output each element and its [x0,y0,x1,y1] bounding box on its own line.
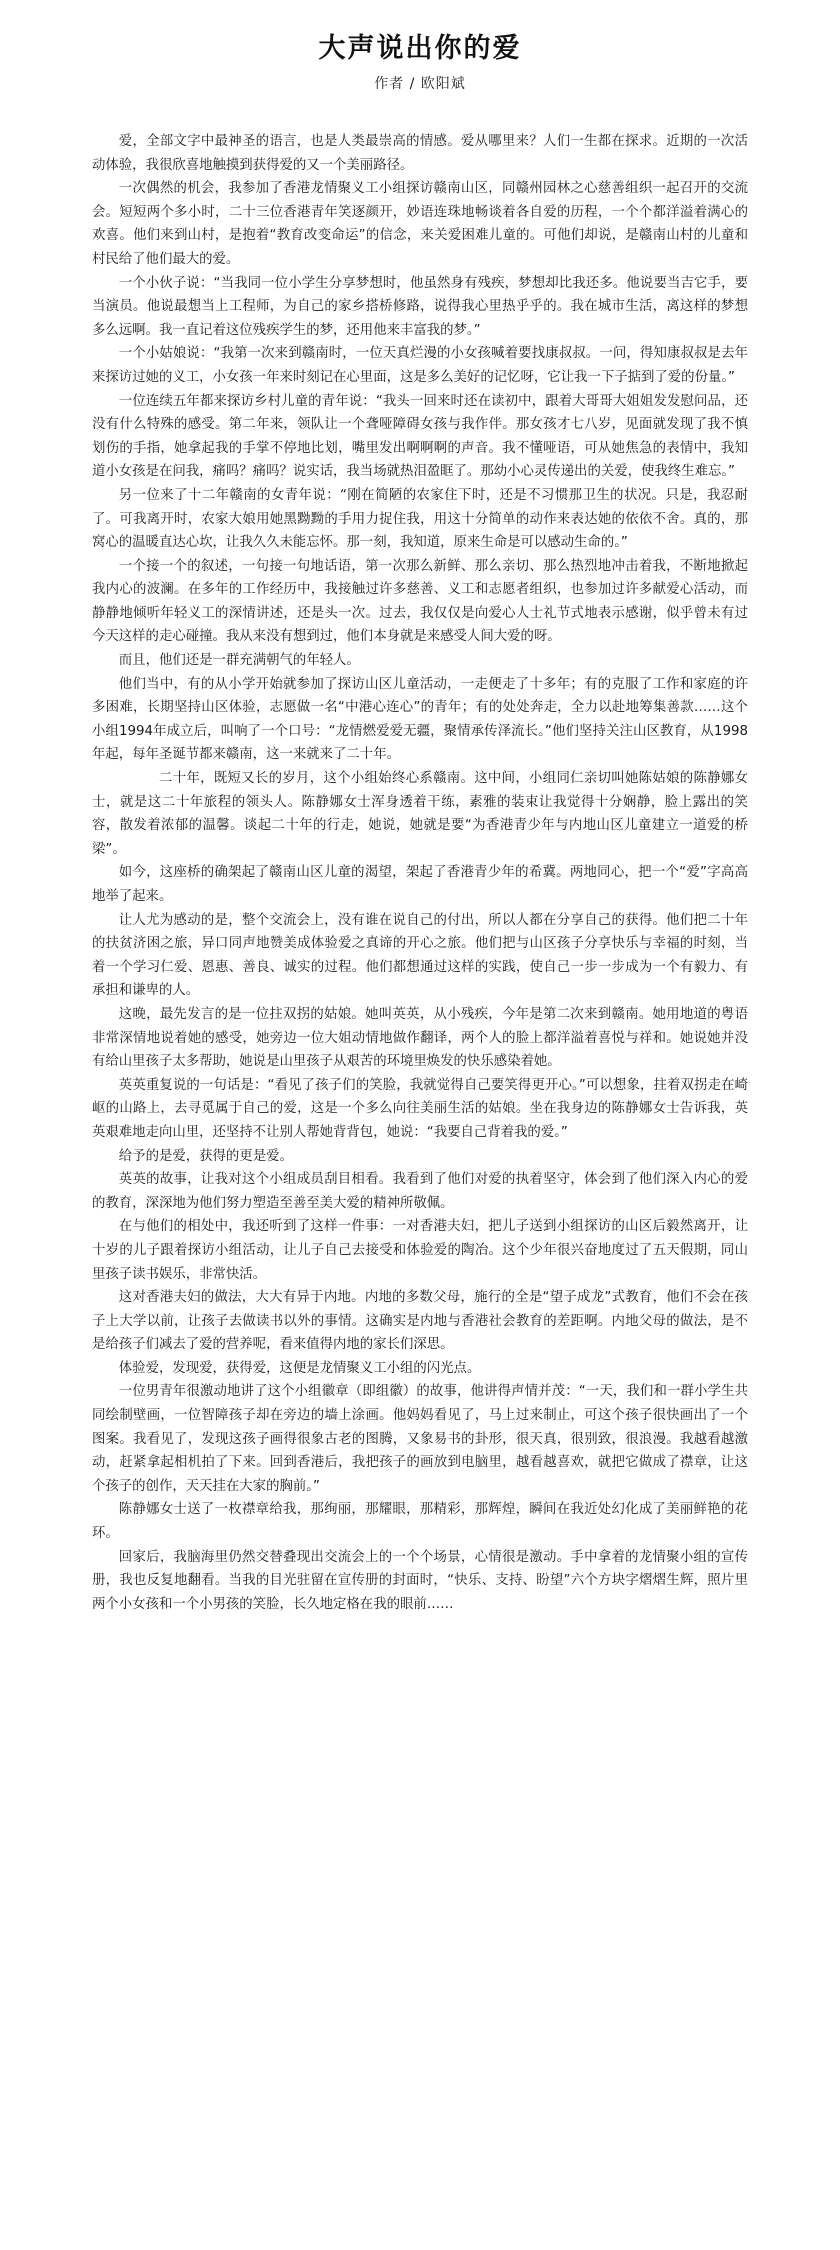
paragraph: 这对香港夫妇的做法，大大有异于内地。内地的多数父母，施行的全是“望子成龙”式教育，他们不会在孩子上大学以前，让孩子去做读书以外的事情。这确实是内地与香港社会教育的差距啊。内地父母的做法，是不是给孩子们减去了爱的营养呢，看来值得内地的家长们深思。 [92,1290,748,1353]
paragraph: 让人尤为感动的是，整个交流会上，没有谁在说自己的付出，所以人都在分享自己的获得。他们把二十年的扶贫济困之旅，异口同声地赞美成体验爱之真谛的开心之旅。他们把与山区孩子分享快乐与幸福的时刻，当着一个学习仁爱、恩惠、善良、诚实的过程。他们都想通过这样的实践，使自己一步一步成为一个有毅力、有承担和谦卑的人。 [92,912,748,999]
paragraph: 英英的故事，让我对这个小组成员刮目相看。我看到了他们对爱的执着坚守，体会到了他们深入内心的爱的教育，深深地为他们努力塑造至善至美大爱的精神所敬佩。 [92,1172,748,1211]
paragraph: 这晚，最先发言的是一位拄双拐的姑娘。她叫英英，从小残疾，今年是第二次来到赣南。她用地道的粤语非常深情地说着她的感受，她旁边一位大姐动情地做作翻译，两个人的脸上都洋溢着喜悦与祥和。她说她并没有给山里孩子太多帮助，她说是山里孩子从艰苦的环境里焕发的快乐感染着她。 [92,1006,748,1070]
paragraph: 一位连续五年都来探访乡村儿童的青年说：“我头一回来时还在读初中，跟着大哥哥大姐姐发发慰问品，还没有什么特殊的感受。第二年来，领队让一个聋哑障碍女孩与我作伴。那女孩才七八岁，见面就发现了我不慎划伤的手指，她拿起我的手掌不停地比划，嘴里发出啊啊啊的声音。我不懂哑语，可从她焦急的表情中，我知道小女孩是在问我，痛吗？痛吗？说实话，我当场就热泪盈眶了。那幼小心灵传递出的关爱，使我终生难忘。” [92,393,748,480]
paragraph: 如今，这座桥的确架起了赣南山区儿童的渴望，架起了香港青少年的希冀。两地同心，把一个“爱”字高高地举了起来。 [92,865,748,904]
paragraph: 陈静娜女士送了一枚襟章给我，那绚丽，那耀眼，那精彩，那辉煌，瞬间在我近处幻化成了美丽鲜艳的花环。 [92,1502,748,1542]
paragraph: 给予的是爱，获得的更是爱。 [118,1148,293,1164]
paragraph: 一个小姑娘说：“我第一次来到赣南时，一位天真烂漫的小女孩喊着要找康叔叔。一问，得知康叔叔是去年来探访过她的义工，小女孩一年来时刻记在心里面，这是多么美好的记忆呀，它让我一下子掂到了爱的份量。” [92,346,748,385]
paragraph: 一次偶然的机会，我参加了香港龙情聚义工小组探访赣南山区，同赣州园林之心慈善组织一起召开的交流会。短短两个多小时，二十三位香港青年笑逐颜开，妙语连珠地畅谈着各自爱的历程，一个个都洋溢着满心的欢喜。他们来到山村，是抱着“教育改变命运”的信念，来关爱困难儿童的。可他们却说，是赣南山村的儿童和村民给了他们最大的爱。 [92,181,748,267]
paragraph: 回家后，我脑海里仍然交替叠现出交流会上的一个个场景，心情很是激动。手中拿着的龙情聚小组的宣传册，我也反复地翻看。当我的目光驻留在宣传册的封面时，“快乐、支持、盼望”六个方块字熠熠生辉，照片里两个小女孩和一个小男孩的笑脸，长久地定格在我的眼前…… [92,1549,748,1612]
paragraph: 一个接一个的叙述，一句接一句地话语，第一次那么新鲜、那么亲切、那么热烈地冲击着我，不断地掀起我内心的波澜。在多年的工作经历中，我接触过许多慈善、义工和志愿者组织，也参加过许多献爱心活动，而静静地倾听年轻义工的深情讲述，还是头一次。过去，我仅仅是向爱心人士礼节式地表示感谢，似乎曾未有过今天这样的走心碰撞。我从来没有想到过，他们本身就是来感受人间大爱的呀。 [92,558,748,645]
paragraph: 体验爱，发现爱，获得爱，这便是龙情聚义工小组的闪光点。 [118,1360,481,1376]
article-byline: 作者 / 欧阳斌 [374,76,466,92]
paragraph: 他们当中，有的从小学开始就参加了探访山区儿童活动，一走便走了十多年；有的克服了工作和家庭的许多困难，长期坚持山区体验，志愿做一名“中港心连心”的青年；有的处处奔走，全力以赴地筹集善款……这个小组1994年成立后，叫响了一个口号：“龙情燃爱爱无疆，聚情承传泽流长。”他们坚持关注山区教育，从1998年起，每年圣诞节都来赣南，这一来就来了二十年。 [92,676,748,763]
paragraph: 爱，全部文字中最神圣的语言，也是人类最崇高的情感。爱从哪里来？人们一生都在探求。近期的一次活动体验，我很欣喜地触摸到获得爱的又一个美丽路径。 [92,134,748,173]
paragraph: 一个小伙子说：“当我同一位小学生分享梦想时，他虽然身有残疾，梦想却比我还多。他说要当吉它手，要当演员。他说最想当上工程师，为自己的家乡搭桥修路，说得我心里热乎乎的。我在城市生活，离这样的梦想多么远啊。我一直记着这位残疾学生的梦，还用他来丰富我的梦。” [92,275,748,338]
paragraph: 一位男青年很激动地讲了这个小组徽章（即组徽）的故事，他讲得声情并茂：“一天，我们和一群小学生共同绘制壁画，一位智障孩子却在旁边的墙上涂画。他妈妈看见了，马上过来制止，可这个孩子很快画出了一个图案。我看见了，发现这孩子画得很象古老的图腾，又象易书的卦形，很天真，很别致，很浪漫。我越看越激动，赶紧拿起相机拍了下来。回到香港后，我把孩子的画放到电脑里，越看越喜欢，就把它做成了襟章，让这个孩子的创作，天天挂在大家的胸前。” [92,1384,748,1494]
article-title: 大声说出你的爱 [318,33,522,64]
article-body [92,130,748,1616]
paragraph: 英英重复说的一句话是：“看见了孩子们的笑脸，我就觉得自己要笑得更开心。”可以想象，拄着双拐走在崎岖的山路上，去寻觅属于自己的爱，这是一个多么向往美丽生活的姑娘。坐在我身边的陈静娜女士告诉我，英英艰难地走向山里，还坚持不让别人帮她背背包，她说：“我要自己背着我的爱。” [92,1077,748,1140]
paragraph: 在与他们的相处中，我还听到了这样一件事：一对香港夫妇，把儿子送到小组探访的山区后毅然离开，让十岁的儿子跟着探访小组活动，让儿子自己去接受和体验爱的陶冶。这个少年很兴奋地度过了五天假期，同山里孩子读书娱乐，非常快活。 [92,1219,748,1282]
paragraph: 而且，他们还是一群充满朝气的年轻人。 [118,653,360,669]
paragraph: 另一位来了十二年赣南的女青年说：“刚在简陋的农家住下时，还是不习惯那卫生的状况。只是，我忍耐了。可我离开时，农家大娘用她黑黝黝的手用力捉住我，用这十分简单的动作来表达她的依依不舍。真的，那窝心的温暖直达心坎，让我久久未能忘怀。那一刻，我知道，原来生命是可以感动生命的。” [92,487,748,551]
paragraph: 二十年，既短又长的岁月，这个小组始终心系赣南。这中间，小组同仁亲切叫她陈姑娘的陈静娜女士，就是这二十年旅程的领头人。陈静娜女士浑身透着干练，素雅的装束让我觉得十分娴静，脸上露出的笑容，散发着浓郁的温馨。谈起二十年的行走，她说，她就是要“为香港青少年与内地山区儿童建立一道爱的桥梁”。 [92,771,748,857]
